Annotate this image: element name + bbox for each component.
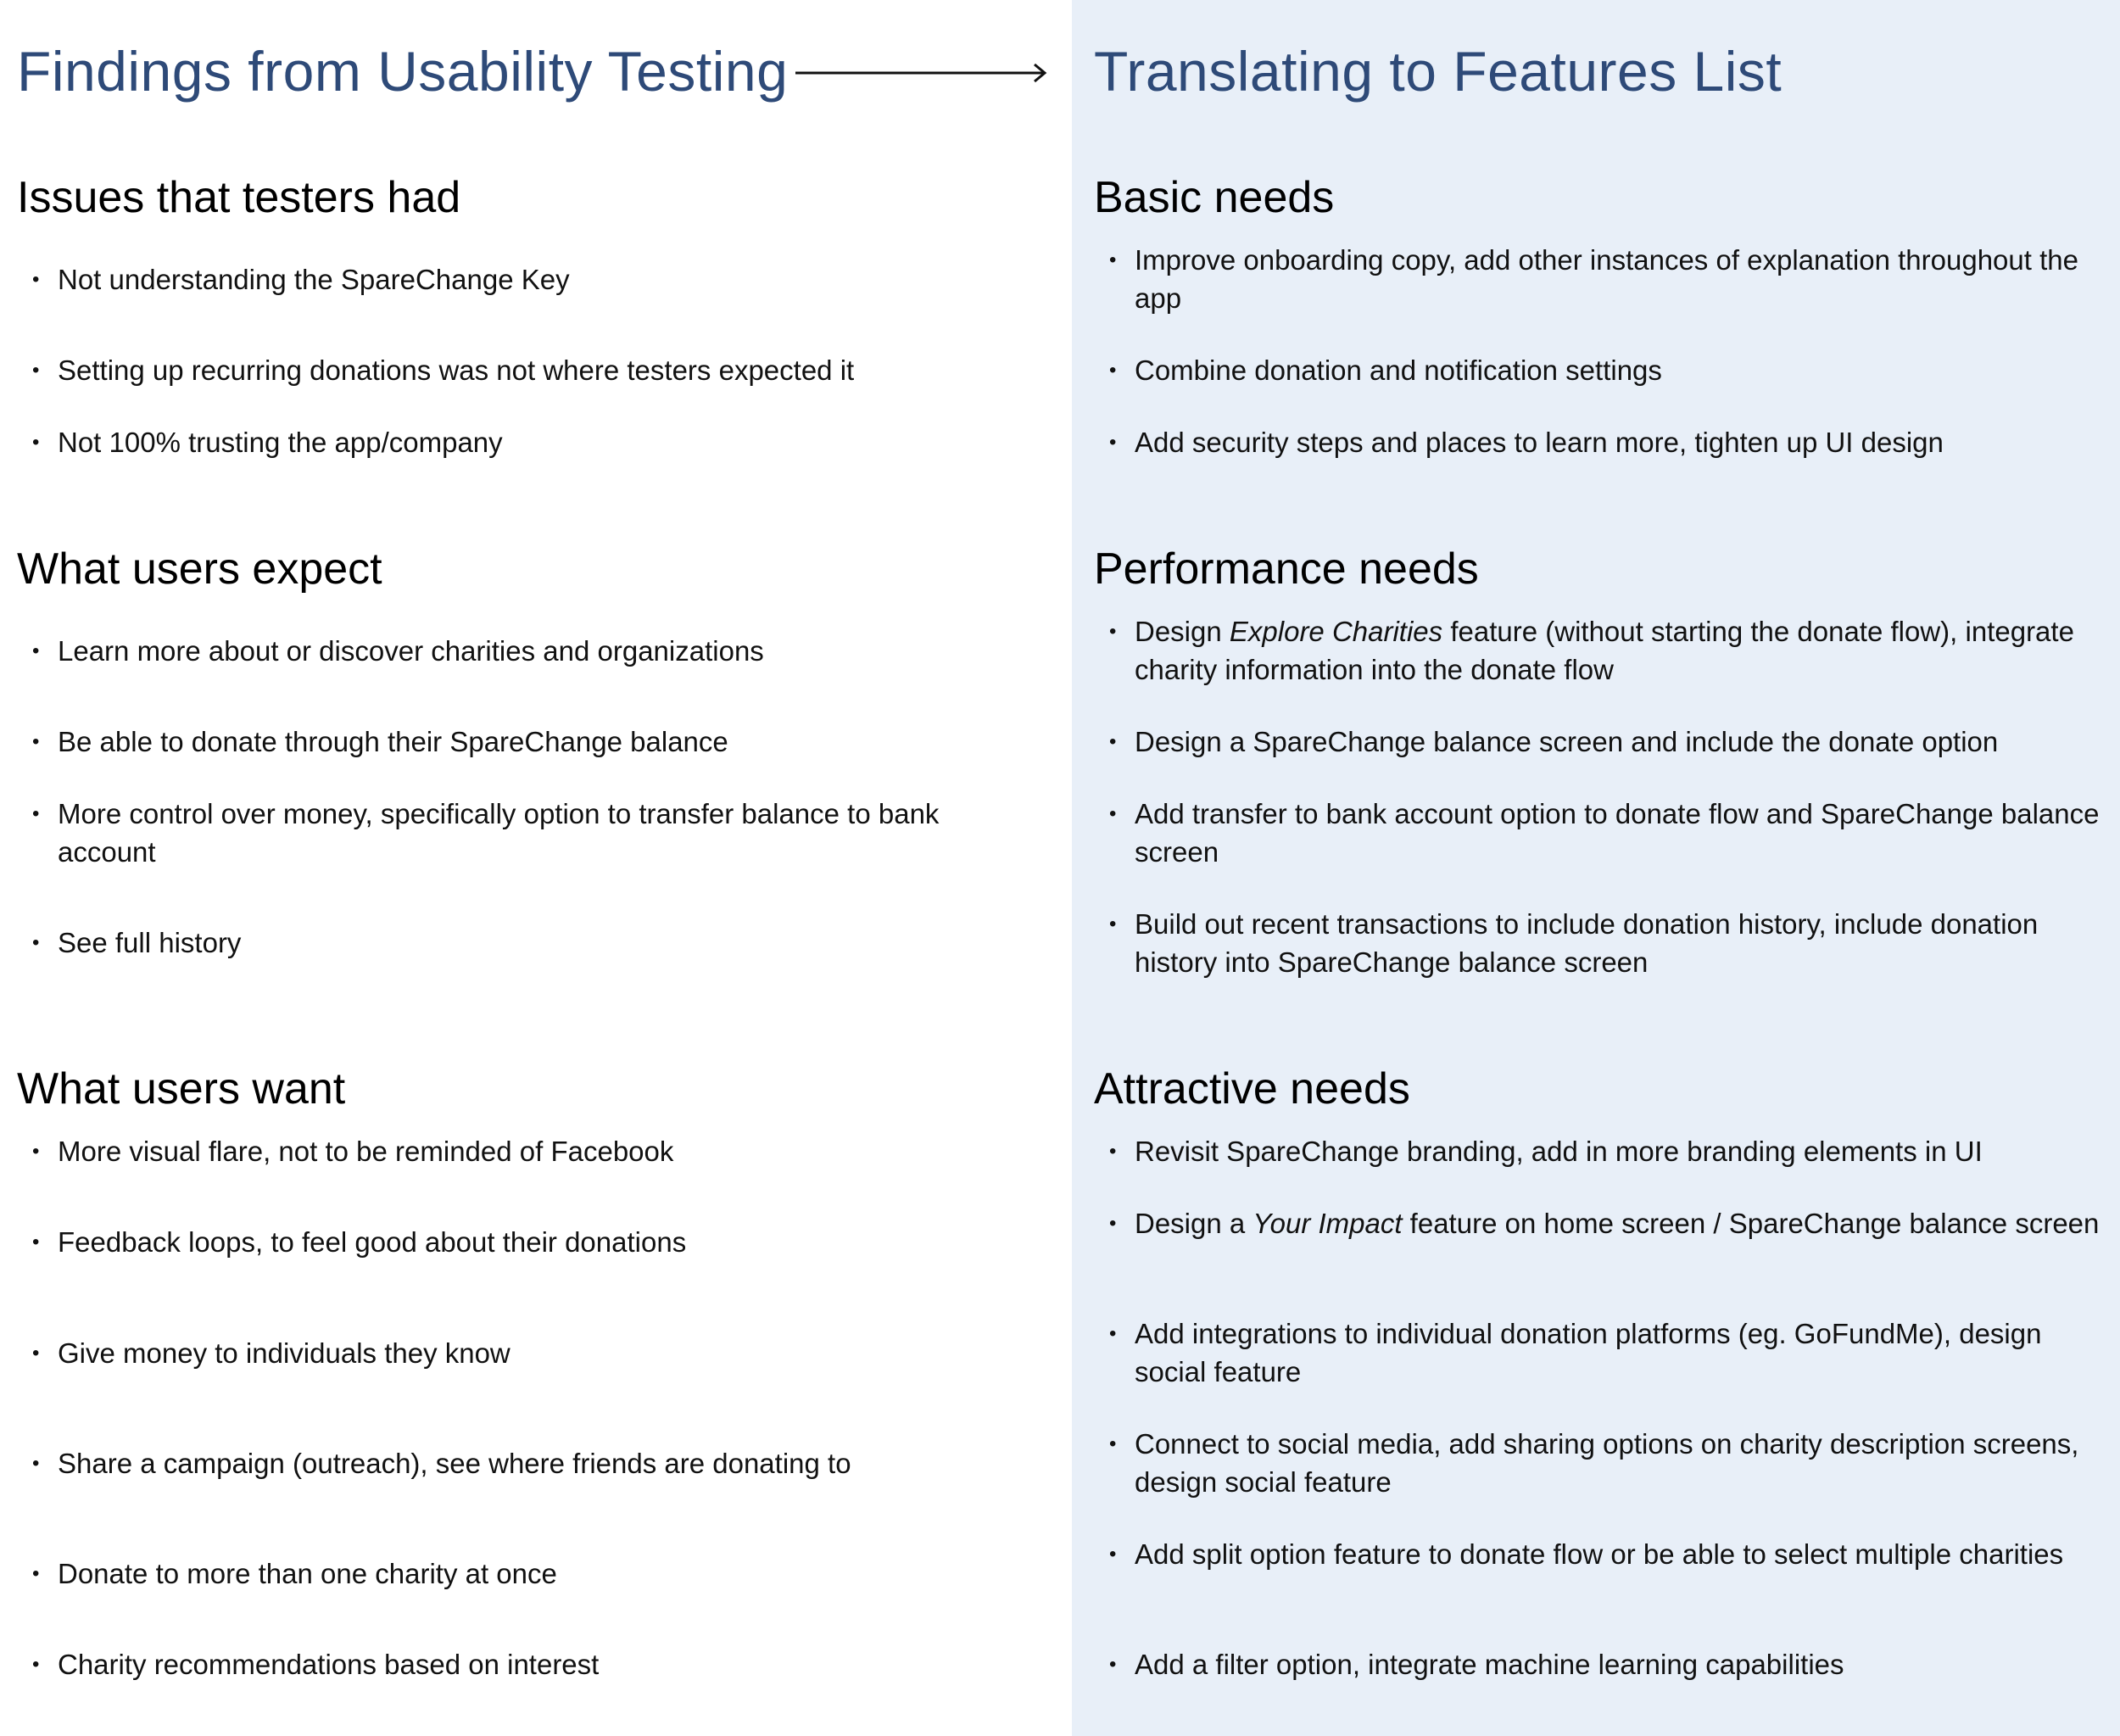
list-item: • Add security steps and places to learn more, tighten up UI design [1109, 427, 1944, 458]
section-heading-want: What users want [17, 1064, 346, 1114]
section-heading-expect: What users expect [17, 544, 382, 594]
list-item: • Learn more about or discover charities and organizations [32, 635, 764, 667]
list-item: • Add a filter option, integrate machine learning capabilities [1109, 1649, 1844, 1680]
list-item: • Be able to donate through their SpareChange balance [32, 726, 728, 757]
section-heading-basic: Basic needs [1094, 173, 1335, 222]
arrow-right-icon [795, 63, 1048, 83]
findings-title: Findings from Usability Testing [17, 40, 789, 103]
list-item: • Combine donation and notification settings [1109, 354, 1662, 386]
list-item: • Setting up recurring donations was not where testers expected it [32, 354, 855, 386]
list-item: • Add integrations to individual donation platforms (eg. GoFundMe), design social feature [1109, 1318, 2042, 1387]
list-item: • Build out recent transactions to include donation history, include donation history into SpareChange balance screen [1109, 908, 2039, 978]
list-item: • Feedback loops, to feel good about their donations [32, 1226, 687, 1258]
list-item: • Design Explore Charities feature (without starting the donate flow), integrate charity information into the donate flow [1109, 616, 2074, 685]
list-item: • Improve onboarding copy, add other instances of explanation throughout the app [1109, 244, 2078, 314]
list-item: • Design a Your Impact feature on home screen / SpareChange balance screen [1109, 1208, 2100, 1239]
list-item: • Design a SpareChange balance screen and include the donate option [1109, 726, 1999, 757]
section-heading-attractive: Attractive needs [1094, 1064, 1410, 1114]
list-item: • Revisit SpareChange branding, add in more branding elements in UI [1109, 1136, 1983, 1167]
list-item: • Charity recommendations based on interest [32, 1649, 600, 1680]
list-item: • Share a campaign (outreach), see where friends are donating to [32, 1448, 851, 1479]
list-item: • More visual flare, not to be reminded of Facebook [32, 1136, 674, 1167]
list-item: • Connect to social media, add sharing options on charity description screens, design social feature [1109, 1428, 2079, 1498]
list-item: • Give money to individuals they know [32, 1337, 510, 1369]
list-item: • Add transfer to bank account option to donate flow and SpareChange balance screen [1109, 798, 2100, 868]
list-item: • Add split option feature to donate flow or be able to select multiple charities [1109, 1538, 2064, 1570]
section-heading-issues: Issues that testers had [17, 173, 461, 222]
list-item: • Not 100% trusting the app/company [32, 427, 503, 458]
list-item: • More control over money, specifically option to transfer balance to bank account [32, 798, 940, 868]
list-item: • Donate to more than one charity at once [32, 1558, 557, 1589]
features-title: Translating to Features List [1094, 40, 1782, 103]
list-item: • See full history [32, 927, 242, 958]
list-item: • Not understanding the SpareChange Key [32, 264, 570, 295]
section-heading-performance: Performance needs [1094, 544, 1479, 594]
